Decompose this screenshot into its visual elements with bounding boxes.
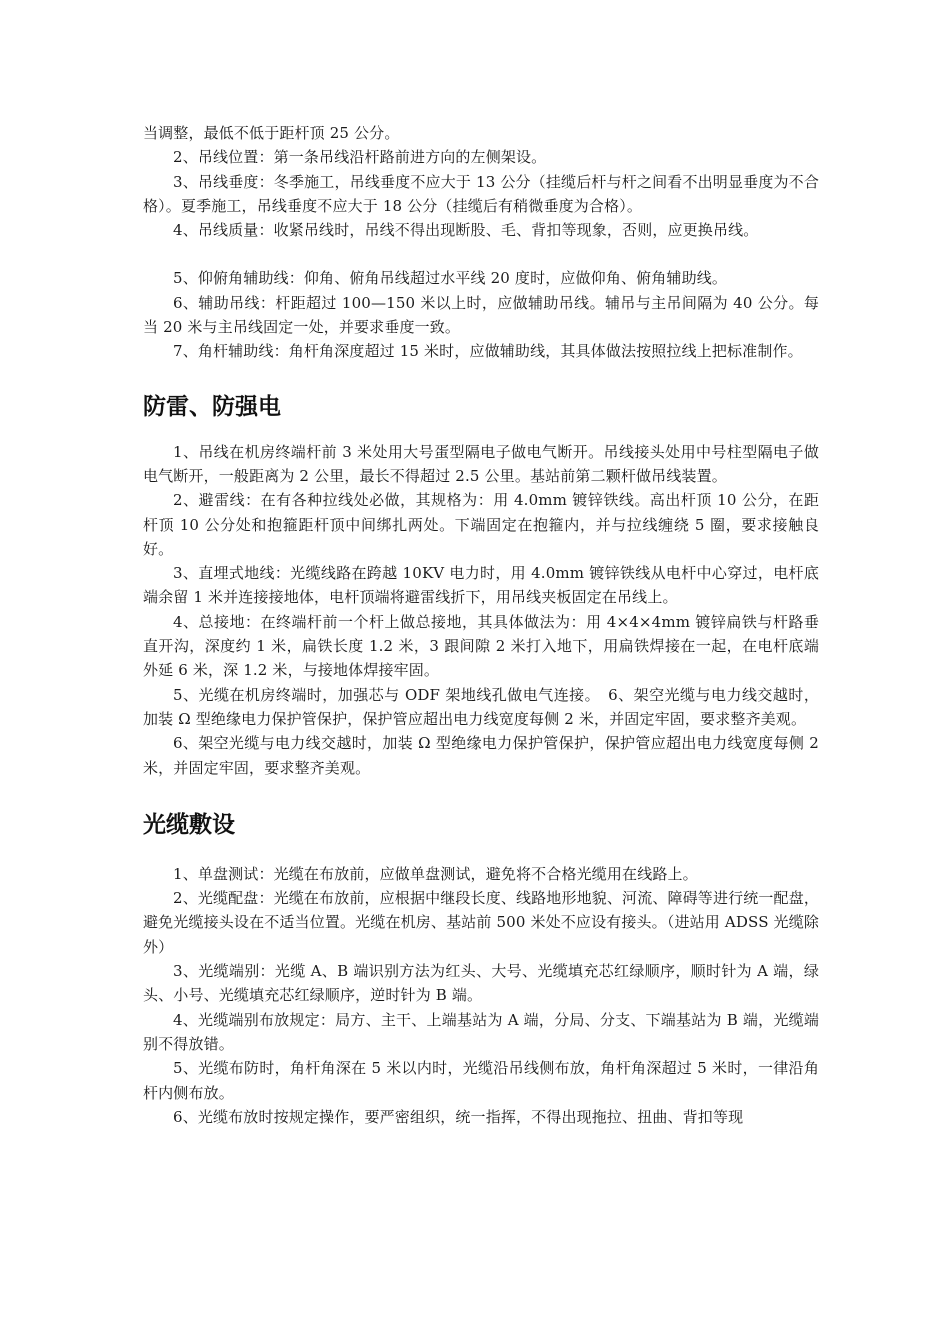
blank-line <box>143 242 819 266</box>
paragraph-cable-position: 2、吊线位置：第一条吊线沿杆路前进方向的左侧架设。 <box>173 148 547 167</box>
document-body <box>143 121 819 1129</box>
paragraph-lightning-5: 5、光缆在机房终端时，加强芯与 ODF 架地线孔做电气连接。 6、架空光缆与电力线交越时，加装 Ω 型绝缘电力保护管保护，保护管应超出电力线宽度每侧 2 米，并固定牢固，要求整齐美观。 <box>143 685 819 728</box>
paragraph-laying-5: 5、光缆布防时，角杆角深在 5 米以内时，光缆沿吊线侧布放，角杆角深超过 5 米时，一律沿角杆内侧布放。 <box>143 1059 819 1102</box>
paragraph-elevation-auxiliary: 5、仰俯角辅助线：仰角、俯角吊线超过水平线 20 度时，应做仰角、俯角辅助线。 <box>173 269 728 288</box>
paragraph-cable-sag: 3、吊线垂度：冬季施工，吊线垂度不应大于 13 公分（挂缆后杆与杆之间看不出明显垂度为不合格）。夏季施工，吊线垂度不应大于 18 公分（挂缆后有稍微垂度为合格）。 <box>143 172 819 215</box>
section-heading-lightning: 防雷、防强电 <box>143 393 281 420</box>
paragraph-lightning-3: 3、直埋式地线：光缆线路在跨越 10KV 电力时，用 4.0mm 镀锌铁线从电杆中心穿过，电杆底端余留 1 米并连接接地体，电杆顶端将避雷线折下，用吊线夹板固定在吊线上。 <box>143 564 819 607</box>
paragraph-laying-4: 4、光缆端别布放规定：局方、主干、上端基站为 A 端，分局、分支、下端基站为 B 端，光缆端别不得放错。 <box>143 1010 819 1053</box>
paragraph-laying-3: 3、光缆端别：光缆 A、B 端识别方法为红头、大号、光缆填充芯红绿顺序，顺时针为 A 端，绿头、小号、光缆填充芯红绿顺序，逆时针为 B 端。 <box>143 962 819 1005</box>
paragraph-laying-6: 6、光缆布放时按规定操作，要严密组织，统一指挥，不得出现拖拉、扭曲、背扣等现 <box>173 1107 744 1126</box>
paragraph-laying-2: 2、光缆配盘：光缆在布放前，应根据中继段长度、线路地形地貌、河流、障碍等进行统一配盘，避免光缆接头设在不适当位置。光缆在机房、基站前 500 米处不应设有接头。（进站用 ADSS 光缆除外） <box>143 889 819 956</box>
paragraph-continuation: 当调整，最低不低于距杆顶 25 公分。 <box>143 124 400 142</box>
paragraph-cable-quality: 4、吊线质量：收紧吊线时，吊线不得出现断股、毛、背扣等现象，否则，应更换吊线。 <box>173 221 759 240</box>
paragraph-lightning-2: 2、避雷线：在有各种拉线处必做，其规格为：用 4.0mm 镀锌铁线。高出杆顶 10 公分，在距杆顶 10 公分处和抱箍距杆顶中间绑扎两处。下端固定在抱箍内，并与拉线缠绕 5 圈，要求接触良好。 <box>143 491 819 558</box>
paragraph-laying-1: 1、单盘测试：光缆在布放前，应做单盘测试，避免将不合格光缆用在线路上。 <box>173 864 698 883</box>
section-heading-laying: 光缆敷设 <box>143 811 235 838</box>
paragraph-lightning-4: 4、总接地：在终端杆前一个杆上做总接地，其具体做法为：用 4×4×4mm 镀锌扁铁与杆路垂直开沟，深度约 1 米，扁铁长度 1.2 米，3 跟间隙 2 米打入地下，用扁铁焊接在一起，在电杆底端外延 6 米，深 1.2 米，与接地体焊接牢固。 <box>143 612 819 680</box>
paragraph-lightning-1: 1、吊线在机房终端杆前 3 米处用大号蛋型隔电子做电气断开。吊线接头处用中号柱型隔电子做电气断开，一般距离为 2 公里，最长不得超过 2.5 公里。基站前第二颗杆做吊线装置。 <box>143 442 819 485</box>
paragraph-lightning-6: 6、架空光缆与电力线交越时，加装 Ω 型绝缘电力保护管保护，保护管应超出电力线宽度每侧 2 米，并固定牢固，要求整齐美观。 <box>143 734 819 777</box>
paragraph-auxiliary-cable: 6、辅助吊线：杆距超过 100—150 米以上时，应做辅助吊线。辅吊与主吊间隔为 40 公分。每当 20 米与主吊线固定一处，并要求垂度一致。 <box>143 293 819 337</box>
paragraph-corner-pole-auxiliary: 7、角杆辅助线：角杆角深度超过 15 米时，应做辅助线，其具体做法按照拉线上把标准制作。 <box>173 342 803 361</box>
